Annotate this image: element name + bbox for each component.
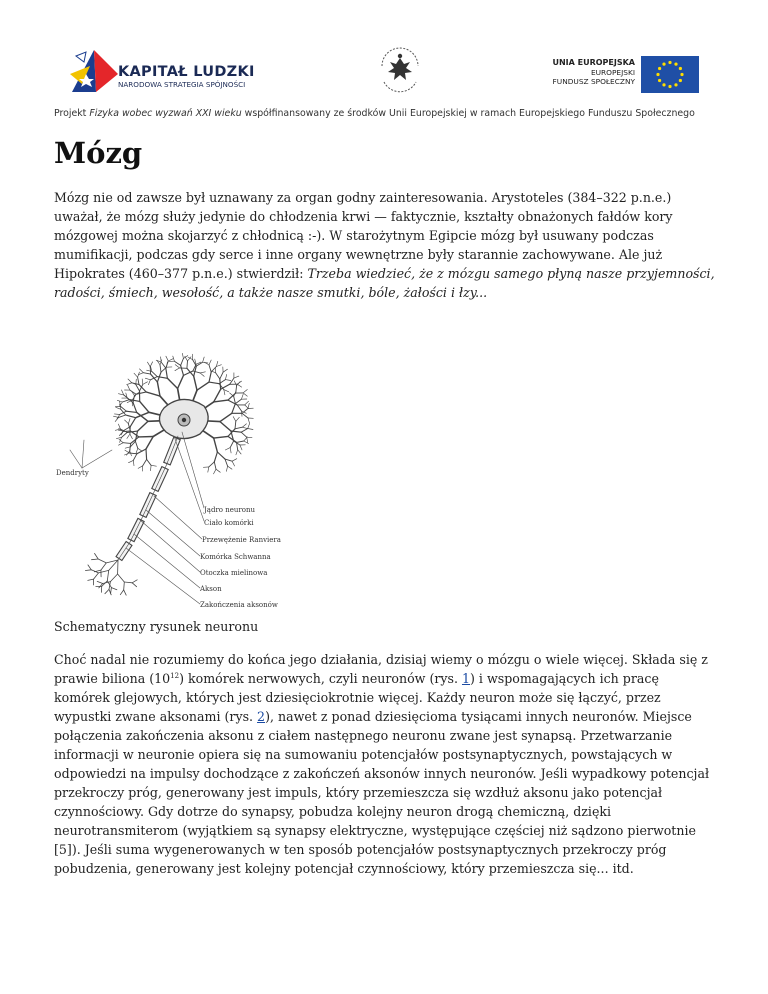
- kapital-ludzki-text: [118, 64, 255, 90]
- label-schwann: Komórka Schwanna: [200, 553, 271, 561]
- eu-flag-icon: [641, 56, 699, 93]
- label-zakonczenia: Zakończenia aksonów: [200, 601, 278, 609]
- project-line: [54, 108, 695, 119]
- figure-1-link[interactable]: 1: [461, 671, 470, 686]
- project-name: Fizyka wobec wyzwań XXI wieku: [89, 108, 242, 119]
- eu-line-2: EUROPEJSKI: [590, 67, 635, 77]
- page-title: Mózg: [54, 136, 143, 170]
- neuron-figure: [54, 320, 304, 610]
- main-paragraph: [54, 650, 718, 878]
- label-dendryty: Dendryty: [56, 469, 89, 477]
- kapital-ludzki-subtitle: NARODOWA STRATEGIA SPÓJNOŚCI: [118, 80, 246, 89]
- kapital-ludzki-logo-icon: [66, 44, 122, 94]
- neuron-diagram-icon: [54, 320, 304, 610]
- hippocrates-quote: Trzeba wiedzieć, że z mózgu samego płyną nasze przyjemności, radości, śmiech, wesołość, a także nasze smutki, bóle, żałości i łzy...: [54, 266, 715, 300]
- label-akson: Akson: [200, 585, 222, 593]
- figure-2-link[interactable]: 2: [257, 709, 266, 724]
- p2-text-b: ) komórek nerwowych, czyli neuronów (rys.: [179, 671, 462, 686]
- p2-text-a: Choć nadal nie rozumiemy do końca jego działania, dzisiaj wiemy o mózgu o wiele więcej. Składa się z prawie biliona (10: [54, 652, 708, 686]
- intro-text: Mózg nie od zawsze był uznawany za organ godny zainteresowania. Arystoteles (384–322 p.n.e.) uważał, że mózg służy jedynie do chłodzenia krwi — faktycznie, kształty obnażonych fałdów kory mózgowej można skojarzyć z chłodnicą :-). W starożytnym Egipcie mózg był usuwany podczas mumifikacji, podczas gdy serce i inne organy wewnętrzne były starannie zachowywane. Ale już Hipokrates (460–377 p.n.e.) stwierdził:: [54, 190, 673, 281]
- label-otoczka: Otoczka mielinowa: [200, 569, 268, 577]
- p2-text-c: ) i wspomagających ich pracę komórek glejowych, których jest dziesięciokrotnie więcej. Każdy neuron może się łączyć, przez wypustki zwane aksonami (rys.: [54, 671, 661, 724]
- project-suffix: współfinansowany ze środków Unii Europejskiej w ramach Europejskiego Funduszu Społecznego: [241, 108, 695, 119]
- label-jadro: Jądro neuronu: [204, 506, 255, 514]
- page-header: [0, 0, 768, 130]
- eu-line-1: UNIA EUROPEJSKA: [552, 58, 635, 67]
- figure-caption: Schematyczny rysunek neuronu: [54, 619, 259, 634]
- p2-text-d: ), nawet z ponad dziesięcioma tysiącami innych neuronów. Miejsce połączenia zakończenia aksonu z ciałem następnego neuronu zwane jest synapsą. Przetwarzanie informacji w neuronie opiera się na sumowaniu potencjałów postsynaptycznych, powstających w odpowiedzi na impulsy dochodzące z zakończeń aksonów innych neuronów. Jeśli wypadkowy potencjał przekroczy próg, generowany jest impuls, który przemieszcza się wzdłuż aksonu jako potencjał czynnościowy. Gdy dotrze do synapsy, pobudza kolejny neuron drogą chemiczną, dzięki neurotransmiterom (wyjątkiem są synapsy elektryczne, występujące częściej niż sądzono pierwotnie [5]). Jeśli suma wygenerowanych w ten sposób potencjałów postsynaptycznych przekroczy próg pobudzenia, generowany jest kolejny potencjał czynnościowy, który przemieszcza się... itd.: [54, 709, 710, 876]
- kapital-ludzki-title: KAPITAŁ LUDZKI: [118, 64, 255, 80]
- label-ranvier: Przewężenie Ranviera: [202, 536, 281, 544]
- eu-text-block: [520, 58, 635, 87]
- university-seal-icon: [376, 44, 424, 94]
- intro-paragraph: [54, 188, 718, 302]
- exponent: 12: [170, 671, 180, 680]
- project-prefix: Projekt: [54, 108, 90, 119]
- eu-line-3: FUNDUSZ SPOŁECZNY: [552, 77, 635, 86]
- label-cialo: Ciało komórki: [204, 519, 254, 527]
